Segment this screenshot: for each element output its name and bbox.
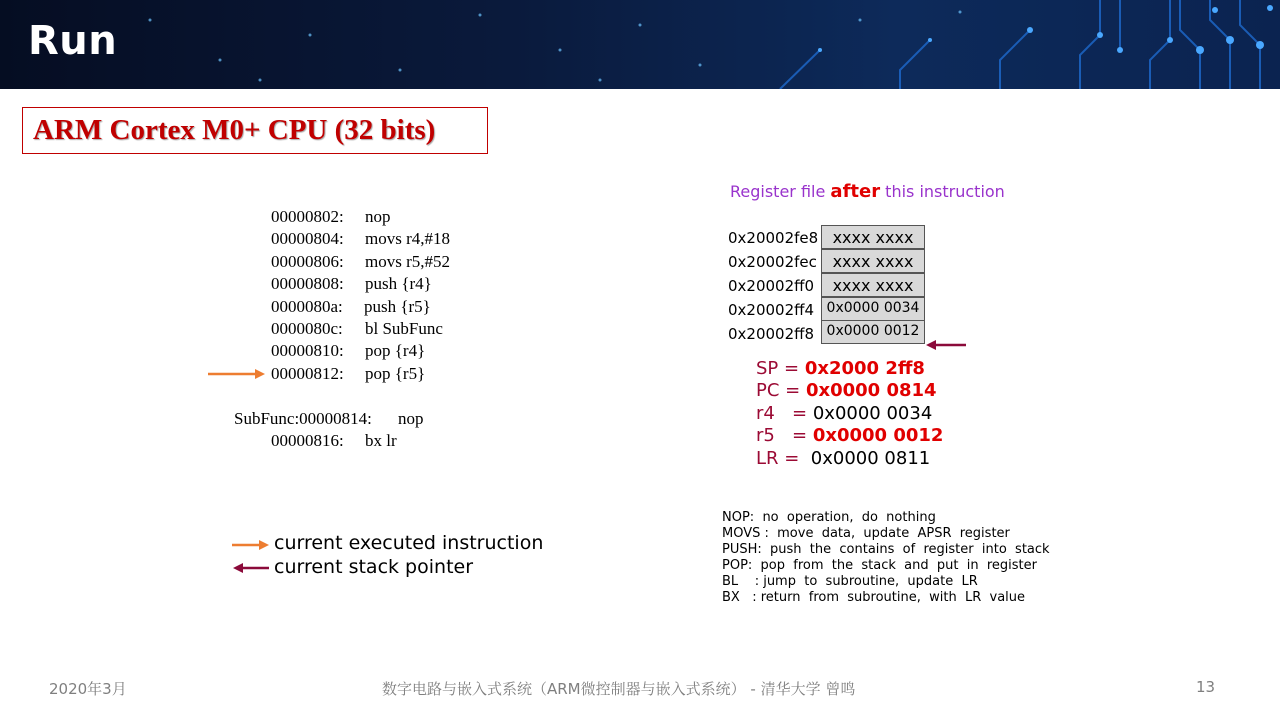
memory-address: 0x20002fec [728, 253, 817, 271]
cpu-title-box [22, 107, 488, 154]
register-sp: SP = 0x2000 2ff8 [756, 358, 925, 379]
current-instruction-arrow-icon [207, 367, 267, 381]
code-line: 0000080a: push {r5} [271, 297, 431, 316]
legend-stack-label: current stack pointer [274, 556, 474, 578]
register-file-header: Register file after this instruction [730, 181, 1005, 202]
code-line: 00000802: nop [271, 207, 391, 226]
stack-pointer-arrow-icon [924, 338, 968, 352]
memory-cell: 0x0000 0012 [821, 320, 925, 344]
code-line: 00000810: pop {r4} [271, 341, 426, 360]
code-line: 00000808: push {r4} [271, 274, 432, 293]
glossary-line: NOP: no operation, do nothing [722, 510, 936, 525]
register-r4: r4 = 0x0000 0034 [756, 403, 933, 424]
glossary-line: BL : jump to subroutine, update LR [722, 574, 978, 589]
memory-address: 0x20002ff8 [728, 325, 815, 343]
memory-cell: xxxx xxxx [821, 249, 925, 273]
footer-date: 2020年3月 [49, 680, 127, 698]
code-line: SubFunc:00000814: nop [234, 409, 424, 428]
header-banner [0, 0, 1280, 89]
cpu-title: ARM Cortex M0+ CPU (32 bits) [33, 114, 436, 146]
glossary-line: MOVS : move data, update APSR register [722, 526, 1010, 541]
subfunc-listing [234, 408, 424, 468]
memory-cell: xxxx xxxx [821, 225, 925, 249]
memory-address: 0x20002ff4 [728, 301, 815, 319]
footer-course: 数字电路与嵌入式系统（ARM微控制器与嵌入式系统） - 清华大学 曾鸣 [382, 680, 856, 698]
memory-address: 0x20002ff0 [728, 277, 815, 295]
code-line: 00000804: movs r4,#18 [271, 229, 450, 248]
legend-executed-arrow-icon [231, 538, 271, 552]
code-line: 00000816: bx lr [271, 431, 397, 450]
glossary-line: POP: pop from the stack and put in register [722, 558, 1037, 573]
memory-cell: 0x0000 0034 [821, 297, 925, 321]
memory-cell: xxxx xxxx [821, 273, 925, 297]
code-line: 00000806: movs r5,#52 [271, 252, 450, 271]
register-lr: LR = 0x0000 0811 [756, 448, 931, 469]
legend-stack-arrow-icon [231, 561, 271, 575]
code-line-current: 00000812: pop {r5} [271, 364, 426, 383]
glossary-line: BX : return from subroutine, with LR value [722, 590, 1026, 605]
footer-page-number: 13 [1196, 678, 1216, 696]
code-listing [271, 206, 450, 386]
instruction-glossary [722, 510, 1050, 606]
legend-executed-label: current executed instruction [274, 532, 544, 554]
memory-address: 0x20002fe8 [728, 229, 819, 247]
register-r5: r5 = 0x0000 0012 [756, 425, 944, 446]
slide-title: Run [28, 18, 118, 64]
code-line: 0000080c: bl SubFunc [271, 319, 443, 338]
circuit-pattern [0, 0, 1280, 89]
glossary-line: PUSH: push the contains of register into stack [722, 542, 1050, 557]
register-pc: PC = 0x0000 0814 [756, 380, 937, 401]
